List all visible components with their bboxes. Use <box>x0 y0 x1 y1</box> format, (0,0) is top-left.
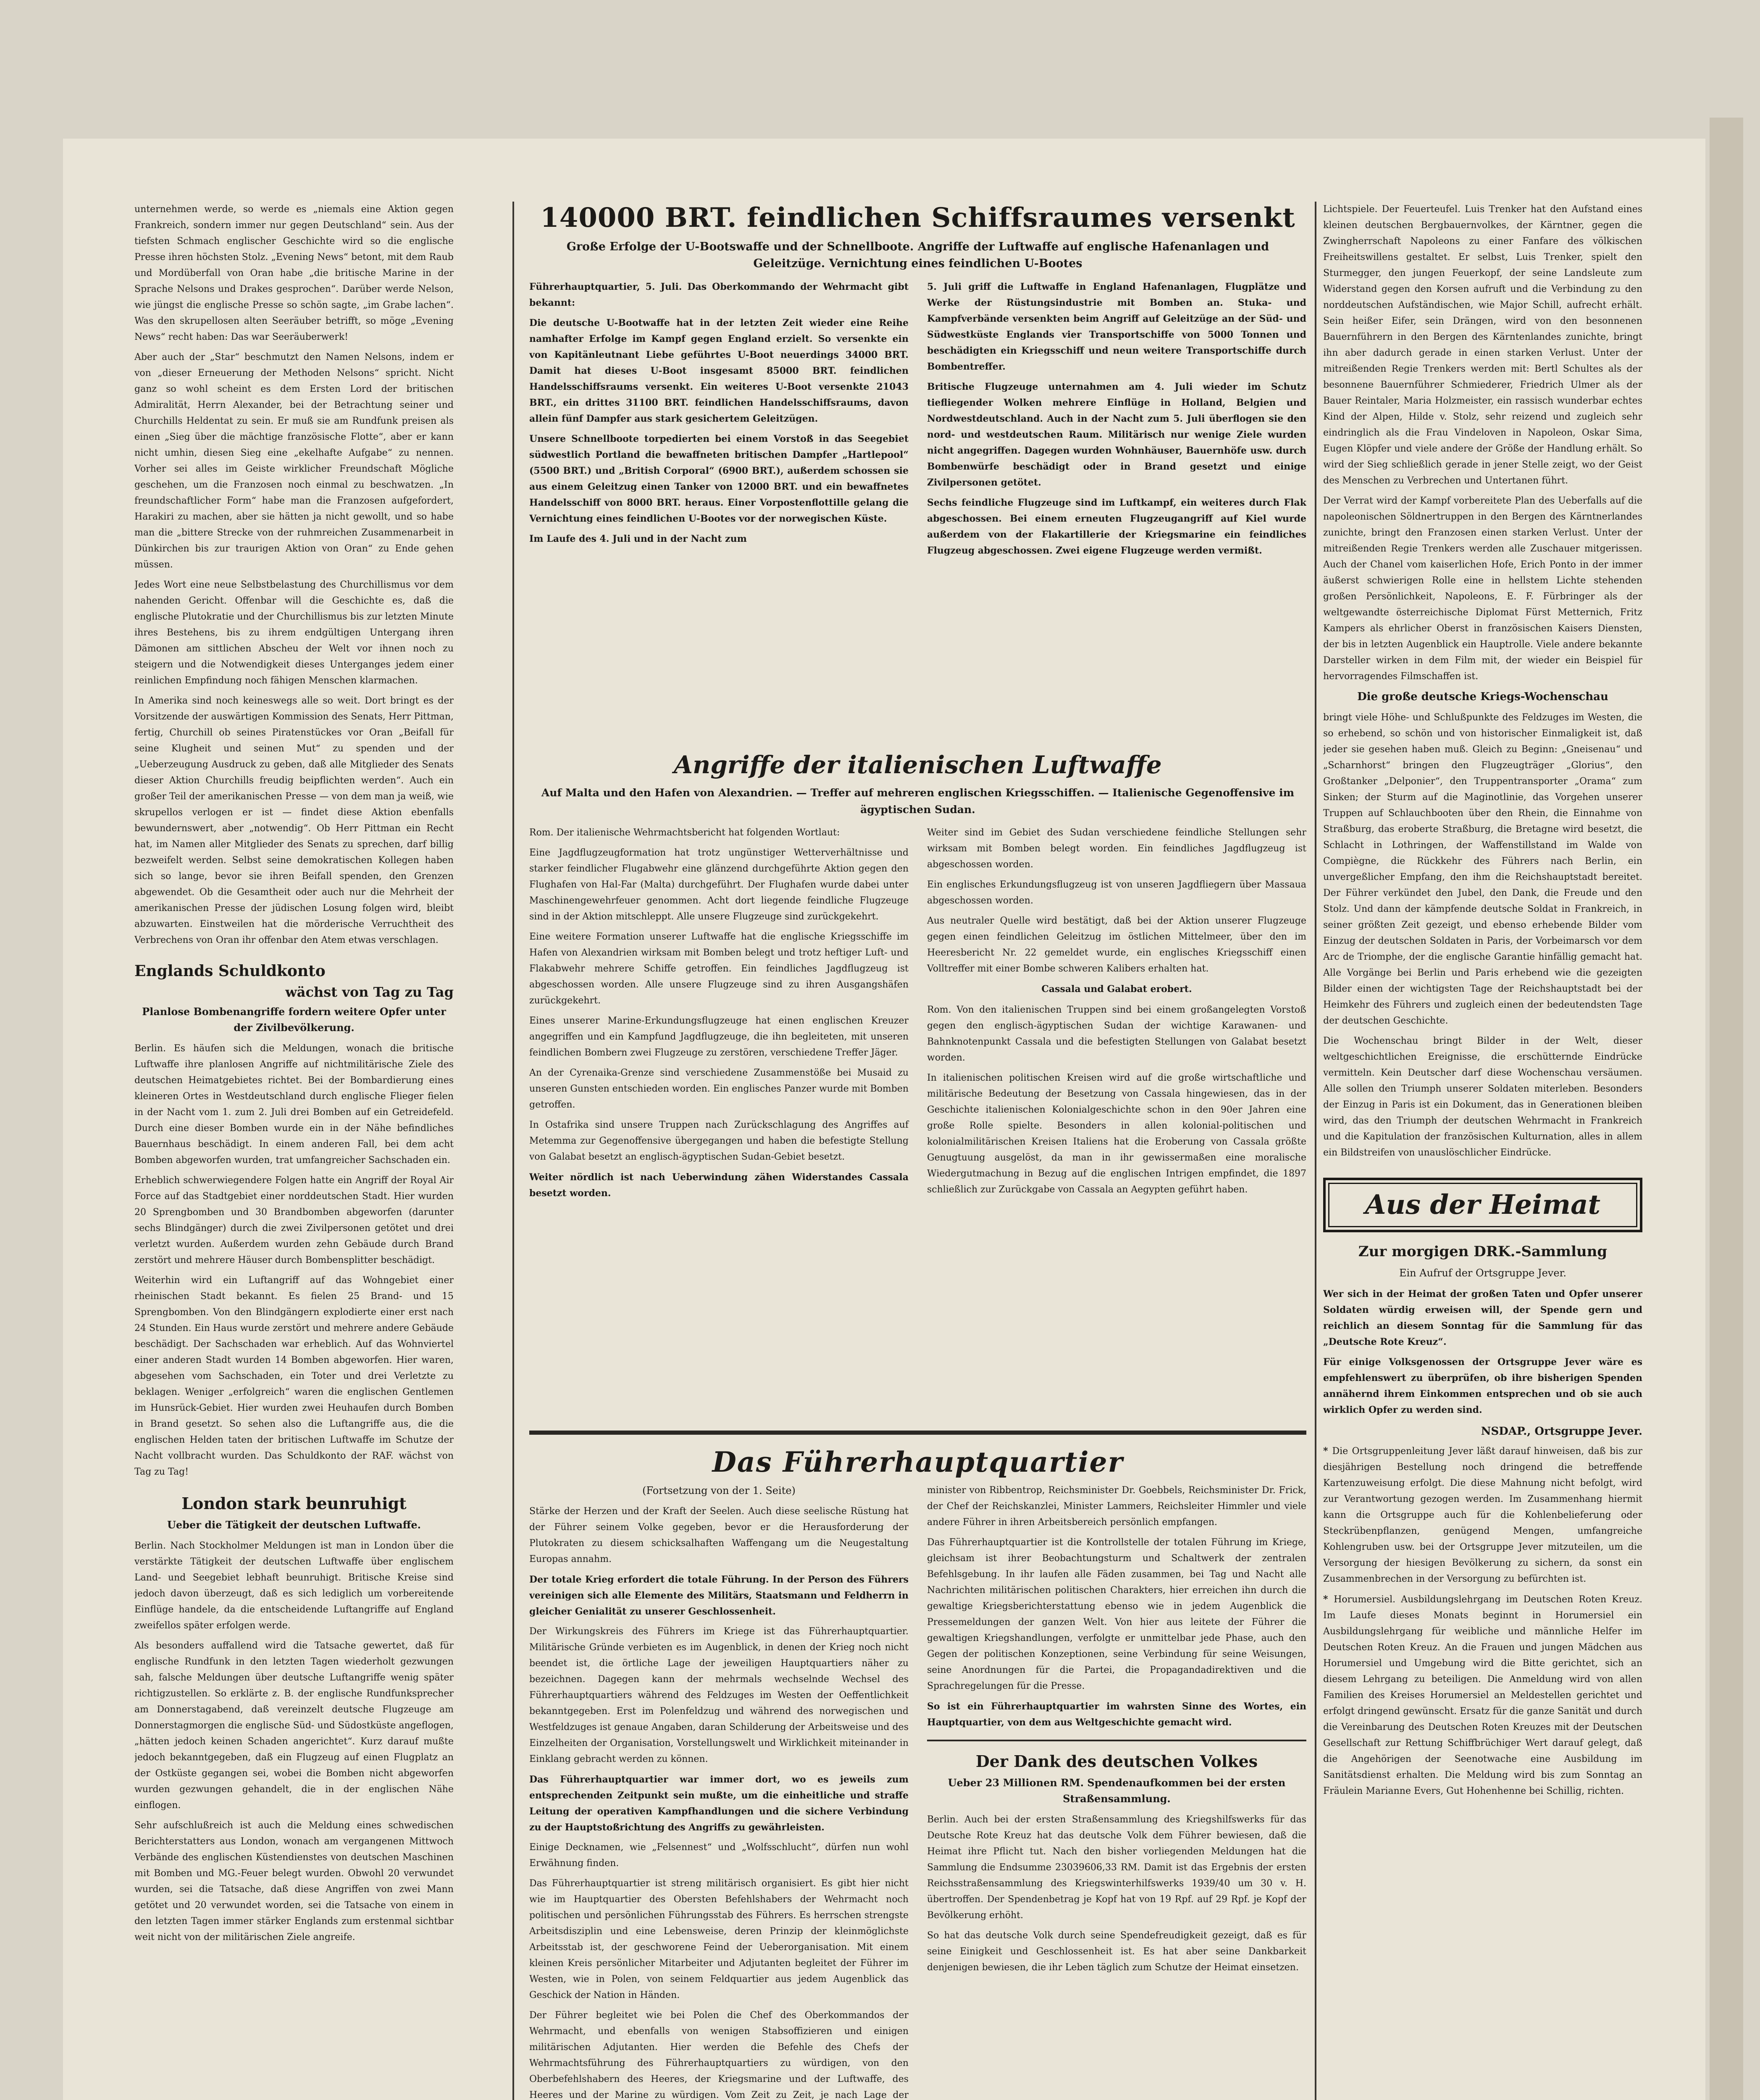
bullet-star-icon: * <box>1323 1594 1334 1605</box>
paragraph: Ein englisches Erkundungsflugzeug ist von unseren Jagdfliegern über Massaua abgeschossen worden. <box>927 879 1306 906</box>
paragraph: Führerhauptquartier, 5. Juli. Das Oberkommando der Wehrmacht gibt bekannt: <box>529 281 909 308</box>
headline-london: London stark beunruhigt <box>181 1494 407 1513</box>
paragraph: Berlin. Nach Stockholmer Meldungen ist man in London über die verstärkte Tätigkeit der deutschen Luftwaffe über englischem Land- und Seegebiet lebhaft beunruhigt. Britische Kreise sind jedoch davon überzeugt, daß es sich lediglich um vorbereitende Einflüge handele, da die entscheidende Luftangriffe auf England zweifellos später erfolgen werde. <box>134 1541 454 1631</box>
column-left <box>134 202 454 2100</box>
paragraph: Erheblich schwerwiegendere Folgen hatte ein Angriff der Royal Air Force auf das Stadtgebiet einer norddeutschen Stadt. Hier wurden 20 Sprengbomben und 30 Brandbomben abgeworfen (darunter sechs Blindgänger) durch die zwei Zivilpersonen getötet und drei verletzt wurden. Außerdem wurden zehn Gebäude durch Brand zerstört und mehrere Häuser durch Bombensplitter beschädigt. <box>134 1175 454 1265</box>
paragraph: Unsere Schnellboote torpedierten bei einem Vorstoß in das Seegebiet südwestlich Portland die bewaffneten britischen Dampfer „Hartlepool“ (5500 BRT.) und „British Corporal“ (6900 BRT.), außerdem schossen sie aus einem Geleitzug einen Tanker von 12000 BRT. und ein bewaffnetes Handelsschiff von 8000 BRT. heraus. Einer Vorpostenflottille gelang die Vernichtung eines feindlichen U-Bootes vor der norwegischen Küste. <box>529 433 909 524</box>
paragraph: Rom. Von den italienischen Truppen sind bei einem großangelegten Vorstoß gegen den englisch-ägyptischen Sudan der wichtige Karawanen- und Bahnknotenpunkt Cassala und die befestigten Stellungen von Galabat besetzt worden. <box>927 1005 1306 1063</box>
paragraph: So ist ein Führerhauptquartier im wahrsten Sinne des Wortes, ein Hauptquartier, von dem aus Weltgeschichte gemacht wird. <box>927 1701 1306 1728</box>
paragraph: An der Cyrenaika-Grenze sind verschiedene Zusammenstöße bei Musaid zu unseren Gunsten entschieden worden. Ein englisches Panzer wurde mit Bomben getroffen. <box>529 1068 909 1110</box>
paragraph: Die deutsche U-Bootwaffe hat in der letzten Zeit wieder eine Reihe namhafter Erfolge im Kampf gegen England erzielt. So versenkte ein von Kapitänleutnant Liebe geführtes U-Boot neuerdings 34000 BRT. Damit hat dieses U-Boot insgesamt 85000 BRT. feindlichen Handelsschiffsraums versenkt. Ein weiteres U-Boot versenkte 21043 BRT., ein drittes 31100 BRT. feindlichen Handelsschiffsraums, davon allein fünf Dampfer aus stark gesichertem Geleitzügen. <box>529 318 909 424</box>
paragraph: Im Laufe des 4. Juli und in der Nacht zum <box>529 533 747 544</box>
column-right <box>1323 202 1642 2100</box>
headline-schuldkonto: Englands Schuldkonto <box>134 962 326 980</box>
paragraph: In italienischen politischen Kreisen wird auf die große wirtschaftliche und militärische Bedeutung der Besetzung von Cassala hingewiesen, das in der Geschichte italienischen Kolonialgeschichte schon in den 90er Jahren eine große Rolle spielte. Besonders in allen kolonial-politischen und kolonialmilitärischen Kreisen Italiens hat die Eroberung von Cassala größte Genugtuung ausgelöst, da man in ihr gewissermaßen eine moralische Wiedergutmachung in Bezug auf die englischen Intrigen empfindet, die 1897 schließlich zur Zurückgabe von Cassala an Aegypten geführt haben. <box>927 1073 1306 1195</box>
divider <box>927 1740 1306 1741</box>
column-middle <box>529 202 1306 2100</box>
paragraph <box>1323 1443 1642 1587</box>
paragraph: unternehmen werde, so werde es „niemals eine Aktion gegen Frankreich, sondern immer nur gegen Deutschland“ sein. Aus der tiefsten Schmach englischer Geschichte wird so die englische Presse ihren höchsten Stolz. „Evening News“ betont, mit dem Raub und Mordüberfall von Oran habe „die britische Marine in der Sprache Nelsons und Drakes gesprochen“. Darüber werde Nelson, wie jüngst die englische Presse so schön sagte, „im Grabe lachen“. Was den skrupellosen alten Seeräuber betrifft, so möge „Evening News“ recht haben: Das war Seeräuberwerk! <box>134 204 454 342</box>
paragraph: Aber auch der „Star“ beschmutzt den Namen Nelsons, indem er von „dieser Erneuerung der Methoden Nelsons“ spricht. Nicht ganz so wohl scheint es dem Ersten Lord der britischen Admiralität, Herrn Alexander, bei der Betrachtung seiner und Churchills Heldentat zu sein. Er muß sie am Rundfunk preisen als einen „Sieg über die mächtige französische Flotte“, aber er kann nicht umhin, diesen Sieg eine „ekelhafte Aufgabe“ zu nennen. Vorher sei alles im Geiste wirklicher Freundschaft Mögliche geschehen, um die Franzosen noch einmal zu beschwatzen. „In freundschaftlicher Form“ habe man die Franzosen aufgefordert, Harakiri zu machen, aber sie hätten ja nicht gewollt, und so habe man die „bittere Strecke von der ruhmreichen Zusammenarbeit in Dünkirchen bis zur traurigen Aktion von Oran“ zu Ende gehen müssen. <box>134 352 454 570</box>
report-okw <box>529 279 1306 741</box>
column-rule <box>1315 202 1316 2100</box>
paragraph: Berlin. Es häufen sich die Meldungen, wonach die britische Luftwaffe ihre planlosen Angriffe auf nichtmilitärische Ziele des deutschen Heimatgebietes richtet. Bei der Bombardierung eines kleineren Ortes in Westdeutschland durch englische Flieger fielen in der Nacht vom 1. zum 2. Juli drei Bomben auf ein Getreidefeld. Durch eine dieser Bomben wurde ein in der Nähe befindliches Bauernhaus beschädigt. In einem anderen Fall, bei dem acht Bomben abgeworfen wurden, trat umfangreicher Sachschaden ein. <box>134 1043 454 1166</box>
paragraph: Wer sich in der Heimat der großen Taten und Opfer unserer Soldaten würdig erweisen will, der Spende gern und reichlich an diesem Sonntag für die Sammlung für das „Deutsche Rote Kreuz“. <box>1323 1289 1642 1347</box>
report-italian <box>529 825 1306 1421</box>
section-title: Aus der Heimat <box>1328 1183 1637 1227</box>
paragraph: Jedes Wort eine neue Selbstbelastung des Churchillismus vor dem nahenden Gericht. Offenbar will die Geschichte es, daß die englische Plutokratie und der Churchillismus bis zur letzten Minute ihres Bestehens, bis zu ihrem endgültigen Untergang ihren Dämonen am sittlichen Abscheu der Welt vor ihnen noch zu steigern und die Notwendigkeit dieses Unterganges jedem einer reinlichen Empfindung noch fähigen Menschen klarmachen. <box>134 580 454 686</box>
paragraph: Das Führerhauptquartier ist streng militärisch organisiert. Es gibt hier nicht wie im Hauptquartier des Obersten Befehlshabers der Wehrmacht noch politischen und persönlichen Führungsstab des Führers. Es herrschen strengste Arbeitsdisziplin und eine Lebensweise, deren Prinzip der kleinmöglichste Arbeitsstab ist, der geschworene Feind der Ueberorganisation. Mit einem kleinen Kreis persönlicher Mitarbeiter und Adjutanten begleitet der Führer im Westen, wie in Polen, von seinem Feldquartier aus jedem Augenblick das Geschick der Nation in Händen. <box>529 1878 909 2000</box>
paragraph: Rom. Der italienische Wehrmachtsbericht hat folgenden Wortlaut: <box>529 827 840 838</box>
section-header-heimat <box>1323 1178 1642 1232</box>
paragraph: Sehr aufschlußreich ist auch die Meldung eines schwedischen Berichterstatters aus London, wonach am vergangenen Mittwoch Verbände des englischen Küstendienstes von deutschen Maschinen mit Bomben und MG.-Feuer belegt wurden. Obwohl 20 verwundet wurden, sei die Tatsache, daß diese Angriffen von zwei Mann getötet und 20 verwundet worden, sei die Tatsache von einem in den letzten Tagen immer stärker Englands zum erstenmal sichtbar weit nicht von der militärischen Ziele angreife. <box>134 1820 454 1942</box>
paragraph: Das Führerhauptquartier war immer dort, wo es jeweils zum entsprechenden Zeitpunkt sein mußte, um die einheitliche und straffe Leitung der operativen Kampfhandlungen und die sichere Verbindung zu der Hauptstoßrichtung des Angriffs zu gewährleisten. <box>529 1774 909 1833</box>
paragraph: Berlin. Auch bei der ersten Straßensammlung des Kriegshilfswerks für das Deutsche Rote Kreuz hat das deutsche Volk dem Führer bewiesen, daß die Heimat ihre Pflicht tut. Nach den bisher vorliegenden Meldungen hat die Sammlung die Endsumme 23039606,33 RM. Damit ist das Ergebnis der ersten Reichsstraßensammlung des Kriegswinterhilfswerks 1939/40 um 30 v. H. übertroffen. Der Spendenbetrag je Kopf hat von 19 Rpf. auf 29 Rpf. je Kopf der Bevölkerung erhöht. <box>927 1814 1306 1921</box>
lead: Ein Aufruf der Ortsgruppe Jever. <box>1399 1267 1567 1279</box>
paragraph: In Amerika sind noch keineswegs alle so weit. Dort bringt es der Vorsitzende der auswärtigen Kommission des Senats, Herr Pittman, fertig, Churchill ob seines Piratenstückes vor Oran „Beifall für seine Klugheit und seinen Mut“ zu spenden und der „Ueberzeugung Ausdruck zu geben, daß alle Mitglieder des Senats dieser Aktion Churchills freudig beipflichten werden“. Auch ein großer Teil der amerikanischen Presse — von dem man ja weiß, wie skrupellos verlogen er ist — findet diese Aktion ebenfalls bewundernswert, aber „notwendig“. Ob Herr Pittman ein Recht hat, im Namen aller Mitglieder des Senats zu sprechen, darf billig bezweifelt werden. Selbst seine demokratischen Kollegen haben sich so lange, bevor sie ihren Beifall spenden, den Grenzen abgewendet. Ob die Gesamtheit oder auch nur die Mehrheit der amerikanischen Presse der jüdischen Losung folgen wird, bleibt abzuwarten. Einstweilen hat die mörderische Verruchtheit des Verbrechens von Oran ihr offenbar den Atem etwas verschlagen. <box>134 696 454 945</box>
bullet-star-icon: * <box>1323 1446 1332 1457</box>
continuation-note: (Fortsetzung von der 1. Seite) <box>642 1485 796 1496</box>
paragraph: Für einige Volksgenossen der Ortsgruppe Jever wäre es empfehlenswert zu überprüfen, ob ihre bisherigen Spenden annähernd ihrem Einkommen entsprechen und ob sie auch wirklich Opfer zu werden sind. <box>1323 1357 1642 1415</box>
paragraph: Stärke der Herzen und der Kraft der Seelen. Auch diese seelische Rüstung hat der Führer seinem Volke gegeben, bevor er die Herausforderung der Plutokraten zu diesem schicksalhaften Waffengang um die Neugestaltung Europas annahm. <box>529 1506 909 1564</box>
paragraph: Lichtspiele. Der Feuerteufel. Luis Trenker hat den Aufstand eines kleinen deutschen Bergbauernvolkes, der Kärntner, gegen die Zwingherrschaft Napoleons zu einer Fanfare des völkischen Freiheitswillens gestaltet. Er selbst, Luis Trenker, spielt den Sturmegger, den jungen Feuerkopf, der seine Landsleute zum Widerstand gegen den Korsen aufruft und die Verbindung zu den norddeutschen Aufständischen, wie Major Schill, aufrecht erhält. Sein heißer Eifer, sein Drängen, wird von den besonnenen Bauernführern in den Bergen des Kärntenlandes zunichte, bringt ihn aber dadurch gerade in einen starken Verlust. Unter der mitreißenden Regie Trenkers werden mit: Bertl Schultes als der besonnene Bauernführer Schmiederer, Friedrich Ulmer als der Bauer Reintaler, Maria Holzmeister, ein rassisch wunderbar echtes Kind der Alpen, Hilde v. Stolz, sehr reizend und zugleich sehr eindringlich als die Frau Vindeloven in Napoleon, Oskar Sima, Eugen Klöpfer und viele andere der Größe der Handlung erhält. So wird der Sieg schließlich gerade in jener Stelle zeigt, wo der Geist des Menschen zu Verbrechen und Untertanen führt. <box>1323 204 1642 486</box>
paragraph: Die Wochenschau bringt Bilder in der Welt, dieser weltgeschichtlichen Ereignisse, die erschütternde Eindrücke vermitteln. Kein Deutscher darf diese Wochenschau versäumen. Alle sollen den Triumph unserer Soldaten miterleben. Besonders der Einzug in Paris ist ein Dokument, das in Generationen bleiben wird, das den Triumph der deutschen Wehrmacht in Frankreich und die Kapitulation der französischen Kulturnation, alles in allem ein Bildstreifen von unauslöschlicher Eindrücke. <box>1323 1036 1642 1158</box>
paragraph: Weiter nördlich ist nach Ueberwindung zähen Widerstandes Cassala besetzt worden. <box>529 1172 909 1199</box>
paragraph: minister von Ribbentrop, Reichsminister Dr. Goebbels, Reichsminister Dr. Frick, der Chef der Reichskanzlei, Minister Lammers, Reichsleiter Himmler und viele andere Führer in ihren Arbeitsbereich persönlich empfangen. <box>927 1485 1306 1528</box>
lead: Ueber 23 Millionen RM. Spendenaufkommen bei der ersten Straßensammlung. <box>948 1777 1286 1805</box>
headline-drk: Zur morgigen DRK.-Sammlung <box>1358 1243 1608 1260</box>
headline-italian: Angriffe der italienischen Luftwaffe <box>674 751 1162 779</box>
paragraph: Einige Decknamen, wie „Felsennest“ und „Wolfsschlucht“, dürfen nun wohl Erwähnung finden. <box>529 1842 909 1869</box>
paragraph: Aus neutraler Quelle wird bestätigt, daß bei der Aktion unserer Flugzeuge gegen einen feindlichen Geleitzug im östlichen Mittelmeer, über den im Heeresbericht Nr. 22 gemeldet wurde, ein englisches Kriegsschiff einen Volltreffer mit einer Bombe schweren Kalibers erhalten hat. <box>927 916 1306 974</box>
lead: Planlose Bombenangriffe fordern weitere Opfer unter der Zivilbevölkerung. <box>142 1005 446 1034</box>
paragraph: Das Führerhauptquartier ist die Kontrollstelle der totalen Führung im Kriege, gleichsam ist ihrer Beobachtungsturm und Schaltwerk der zentralen Befehlsgebung. In ihr laufen alle Fäden zusammen, bei Tag und Nacht alle Nachrichten militärischen politischen Charakters, hier erreichen ihn durch die gewaltige Kriegsberichterstattung ebenso wie in jedem Augenblick die Pressemeldungen der ganzen Welt. Von hier aus leitete der Führer die gewaltigen Kriegshandlungen, verfolgte er unmittelbar jede Phase, auch den Gegen der politischen Konzeptionen, seine Verbindung für seine Weisungen, seine Anordnungen für die Partei, die Propagandadirektiven und die Sprachregelungen für die Presse. <box>927 1537 1306 1691</box>
paragraph: In Ostafrika sind unsere Truppen nach Zurückschlagung des Angriffes auf Metemma zur Gegenoffensive übergegangen und haben die befestigte Stellung von Galabat besetzt an englisch-ägyptischen Sudan-Gebiet besetzt. <box>529 1120 909 1162</box>
main-subheadline: Große Erfolge der U-Bootswaffe und der Schnellboote. Angriffe der Luftwaffe auf englische Hafenanlagen und Geleitzüge. Vernichtung eines feindlichen U-Bootes <box>566 240 1269 270</box>
paragraph: Der Verrat wird der Kampf vorbereitete Plan des Ueberfalls auf die napoleonischen Söldnertruppen in den Bergen des Kärntnerlandes zunichte, bringt den Franzosen einen starken Verlust. Unter der mitreißenden Regie Trenkers werden alle Zuschauer mitgerissen. Auch der Chanel vom kaiserlichen Hofe, Erich Ponto in der immer äußerst schwierigen Rolle eine in hellstem Lichte stehenden großen Persönlichkeit, Napoleons, E. F. Fürbringer als der weltgewandte österreichische Diplomat Fürst Metternich, Fritz Kampers als ehrlicher Oberst in französischen Kaisers Diensten, der bis in letzten Augenblick ein Hauptrolle. Viele andere bekannte Darsteller wirken in dem Film mit, der wieder ein Beispiel für hervorragendes Filmschaffen ist. <box>1323 496 1642 682</box>
paragraph: So hat das deutsche Volk durch seine Spendefreudigkeit gezeigt, daß es für seine Einigkeit und Geschlossenheit ist. Es hat aber seine Dankbarkeit denjenigen bewiesen, die ihr Leben täglich zum Schutze der Heimat einsetzen. <box>927 1930 1306 1973</box>
subheading: Cassala und Galabat erobert. <box>1041 984 1192 995</box>
paragraph: Sechs feindliche Flugzeuge sind im Luftkampf, ein weiteres durch Flak abgeschossen. Bei einem erneuten Flugzeugangriff auf Kiel wurde außerdem von der Flakartillerie der Kriegsmarine ein feindliches Flugzeug abgeschossen. Zwei eigene Flugzeuge werden vermißt. <box>927 497 1306 556</box>
signature: NSDAP., Ortsgruppe Jever. <box>1481 1425 1642 1438</box>
main-headline: 140000 BRT. feindlichen Schiffsraumes versenkt <box>540 202 1295 234</box>
subheadline-italian: Auf Malta und den Hafen von Alexandrien. — Treffer auf mehreren englischen Kriegsschiffen. — Italienische Gegenoffensive im ägyptischen Sudan. <box>541 787 1295 816</box>
paragraph: Der Wirkungskreis des Führers im Kriege ist das Führerhauptquartier. Militärische Gründe verbieten es im Augenblick, in denen der Krieg noch nicht beendet ist, die örtliche Lage der jeweiligen Hauptquartiers näher zu bezeichnen. Dagegen kann der mehrmals wechselnde Wechsel des Führerhauptquartiers während des Feldzuges im Westen der Oeffentlichkeit bekanntgegeben. Erst im Polenfeldzug und während des norwegischen und Westfeldzuges ist genaue Angaben, daran Schilderung der Arbeitsweise und des Einzelheiten der Organisation, Vorstellungswelt und Wirklichkeit miteinander in Einklang gebracht werden zu können. <box>529 1626 909 1764</box>
paragraph: Eine weitere Formation unserer Luftwaffe hat die englische Kriegsschiffe im Hafen von Alexandrien wirksam mit Bomben belegt und trotz heftiger Luft- und Flakabwehr mehrere Schiffe getroffen. Ein feindliches Jagdflugzeug ist abgeschossen worden. Alle unsere Flugzeuge sind zu ihren Ausgangshäfen zurückgekehrt. <box>529 932 909 1006</box>
paragraph: Der totale Krieg erfordert die totale Führung. In der Person des Führers vereinigen sich alle Elemente des Militärs, Staatsmann und Feldherrn in gleicher Genialität zu unserer Geschlossenheit. <box>529 1574 909 1617</box>
newspaper-page <box>63 139 1705 2100</box>
paragraph: bringt viele Höhe- und Schlußpunkte des Feldzuges im Westen, die so erhebend, so schön und von historischer Einmaligkeit ist, daß jeder sie gesehen haben muß. Gleich zu Beginn: „Gneisenau“ und „Scharnhorst“ bringen den Flugzeugträger „Glorius“, den Großtanker „Delponier“, den Truppentransporter „Orama“ zum Sinken; der Sturm auf die Maginotlinie, das Vorgehen unserer Truppen auf Schlauchbooten über den Rhein, die Einnahme von Straßburg, das eroberte Straßburg, die Bretagne wird besetzt, die Schlacht in Lothringen, der Waffenstillstand im Walde von Compiègne, die Rückkehr des Führers nach Berlin, ein unvergeßlicher Empfang, den ihm die Reichshauptstadt bereitet. Der Führer verkündet den Jubel, den Dank, die Freude und den Stolz. Und dann der kämpfende deutsche Soldat in Frankreich, in seiner größten Zeit gezeigt, und ebenso erhebende Bilder vom Einzug der deutschen Soldaten in Paris, der Vorbeimarsch vor dem Arc de Triomphe, der die englische Garantie hinfällig gemacht hat. Alle Vorgänge bei Berlin und Paris erhebend wie die gezeigten Bilder einen der wichtigsten Tage der Reichshauptstadt bei der Heimkehr des Führers und zugleich einen der bedeutendsten Tage der deutschen Geschichte. <box>1323 712 1642 1026</box>
headline-fuehrerhauptquartier: Das Führerhauptquartier <box>712 1446 1124 1478</box>
notice-text: Horumersiel. Ausbildungslehrgang im Deutschen Roten Kreuz. Im Laufe dieses Monats beginnt in Horumersiel ein Ausbildungslehrgang für weibliche und männliche Helfer im Deutschen Roten Kreuz. An die Frauen und jungen Mädchen aus Horumersiel und Umgebung wird die Bitte gerichtet, sich an diesem Lehrgang zu beteiligen. Die Anmeldung wird von allen Familien des Kreises Horumersiel an Meldestellen gerichtet und erfolgt dringend gewünscht. Ersatz für die ganze Sanität und durch die Vereinbarung des Deutschen Roten Kreuzes mit der Deutschen Gesellschaft zur Rettung Schiffbrüchiger Wert darauf gelegt, daß die Angehörigen der Seenotwache eine Ausbildung im Sanitätsdienst erhalten. Die Meldung wird bis zum Sonntag an Fräulein Marianne Evers, Gut Hohenhenne bei Schillig, richten. <box>1323 1594 1642 1796</box>
headline-dank: Der Dank des deutschen Volkes <box>975 1752 1258 1771</box>
paragraph: Der Führer begleitet wie bei Polen die Chef des Oberkommandos der Wehrmacht, und ebenfalls von wenigen Stabsoffizieren und einigen militärischen Adjutanten. Hier werden die Befehle des Chefs der Wehrmachtsführung des Führerhauptquartiers zu würdigen, von den Oberbefehlshabern des Heeres, der Kriegsmarine und der Luftwaffe, des Heeres und der Marine zu würdigen. Vom Zeit zu Zeit, je nach Lage der <box>529 2010 909 2100</box>
headline-wochenschau: Die große deutsche Kriegs-Wochenschau <box>1357 690 1608 703</box>
column-rule <box>512 202 514 2100</box>
paragraph <box>1323 1591 1642 1799</box>
paragraph: Eines unserer Marine-Erkundungsflugzeuge hat einen englischen Kreuzer angegriffen und ein Kampfund Jagdflugzeuge, die ihn begleiteten, mit unseren feindlichen Bombern zwei Flugzeuge zu zerstören, verschiedene Treffer Jäger. <box>529 1016 909 1058</box>
paragraph: Als besonders auffallend wird die Tatsache gewertet, daß für englische Rundfunk in den letzten Tagen wiederholt gezwungen sah, falsche Meldungen über deutsche Luftangriffe wenig später richtigzustellen. So erklärte z. B. der englische Rundfunksprecher am Donnerstagabend, daß vereinzelt deutsche Flugzeuge am Donnerstagmorgen die englische Süd- und Südostküste angeflogen, „hätten jedoch keinen Schaden angerichtet“. Kurz darauf mußte jedoch bekanntgegeben, daß ein Flugzeug auf einen Flugplatz an der Ostküste gegangen sei, wobei die Bomben nicht abgeworfen wurden gezwungen gehandelt, die in der englischen Nähe einflogen. <box>134 1641 454 1811</box>
paragraph: Britische Flugzeuge unternahmen am 4. Juli wieder im Schutz tiefliegender Wolken mehrere Einflüge in Holland, Belgien und Nordwestdeutschland. Auch in der Nacht zum 5. Juli überflogen sie den nord- und westdeutschen Raum. Militärisch nur wenige Ziele wurden nicht angegriffen. Dagegen wurden Wohnhäuser, Bauernhöfe usw. durch Bombenwürfe beschädigt oder in Brand gesetzt und einige Zivilpersonen getötet. <box>927 381 1306 488</box>
subheadline-schuldkonto: wächst von Tag zu Tag <box>285 984 454 1000</box>
paragraph: Weiterhin wird ein Luftangriff auf das Wohngebiet einer rheinischen Stadt bekannt. Es fielen 25 Brand- und 15 Sprengbomben. Von den Blindgängern explodierte einer erst nach 24 Stunden. Ein Haus wurde zerstört und mehrere andere Gebäude beschädigt. Der Sachschaden war erheblich. Auf das Wohnviertel einer anderen Stadt wurden 14 Bomben abgeworfen. Hier waren, abgesehen vom Sachschaden, ein Toter und drei Verletzte zu beklagen. Weniger „erfolgreich“ waren die englischen Gentlemen im Hunsrück-Gebiet. Hier wurden zwei Heuhaufen durch Bomben in Brand gesetzt. So sehen also die Luftangriffe aus, die die englischen Helden taten der britischen Luftwaffe im Schutze der Nacht vollbracht wurden. Das Schuldkonto der RAF. wächst von Tag zu Tag! <box>134 1275 454 1477</box>
paragraph: Weiter sind im Gebiet des Sudan verschiedene feindliche Stellungen sehr wirksam mit Bomben belegt worden. Ein feindliches Jagdflugzeug ist abgeschossen worden. <box>927 827 1306 870</box>
notice-text: Die Ortsgruppenleitung Jever läßt darauf hinweisen, daß bis zur diesjährigen Bestellung noch dringend die betreffende Kartenzuweisung erfolgt. Die diese Mahnung nicht befolgt, wird zur Verantwortung gezogen werden. Im Zusammenhang hiermit kann die Ortsgruppe auch für die Kohlenbelieferung oder Steckrübenpflanzen, genügend Mengen, umfangreiche Kohlengruben usw. bei der Ortsgruppe Jever mitzuteilen, um die Versorgung der hiesigen Bevölkerung zu sichern, da sonst ein Zusammenbrechen in der Versorgung zu befürchten ist. <box>1323 1446 1642 1584</box>
paragraph: Eine Jagdflugzeugformation hat trotz ungünstiger Wetterverhältnisse und starker feindlicher Flugabwehr eine glänzend durchgeführte Aktion gegen den Flughafen von Hal-Far (Malta) durchgeführt. Der Flughafen wurde dabei unter Maschinengewehrfeuer genommen. Acht dort liegende feindliche Flugzeuge sind in der Aktion mitschleppt. Alle unsere Flugzeuge sind zurückgekehrt. <box>529 848 909 922</box>
page-edge <box>1710 118 1743 2100</box>
divider <box>529 1431 1306 1435</box>
lead: Ueber die Tätigkeit der deutschen Luftwaffe. <box>167 1519 421 1531</box>
paragraph: 5. Juli griff die Luftwaffe in England Hafenanlagen, Flugplätze und Werke der Rüstungsindustrie mit Bomben an. Stuka- und Kampfverbände versenkten beim Angriff auf Geleitzüge an der Süd- und Südwestküste Englands vier Transportschiffe von 5000 Tonnen und beschädigten ein Kriegsschiff und neun weitere Transportschiffe durch Bombentreffer. <box>927 281 1306 372</box>
article-fuehrerhauptquartier <box>529 1483 1306 2100</box>
